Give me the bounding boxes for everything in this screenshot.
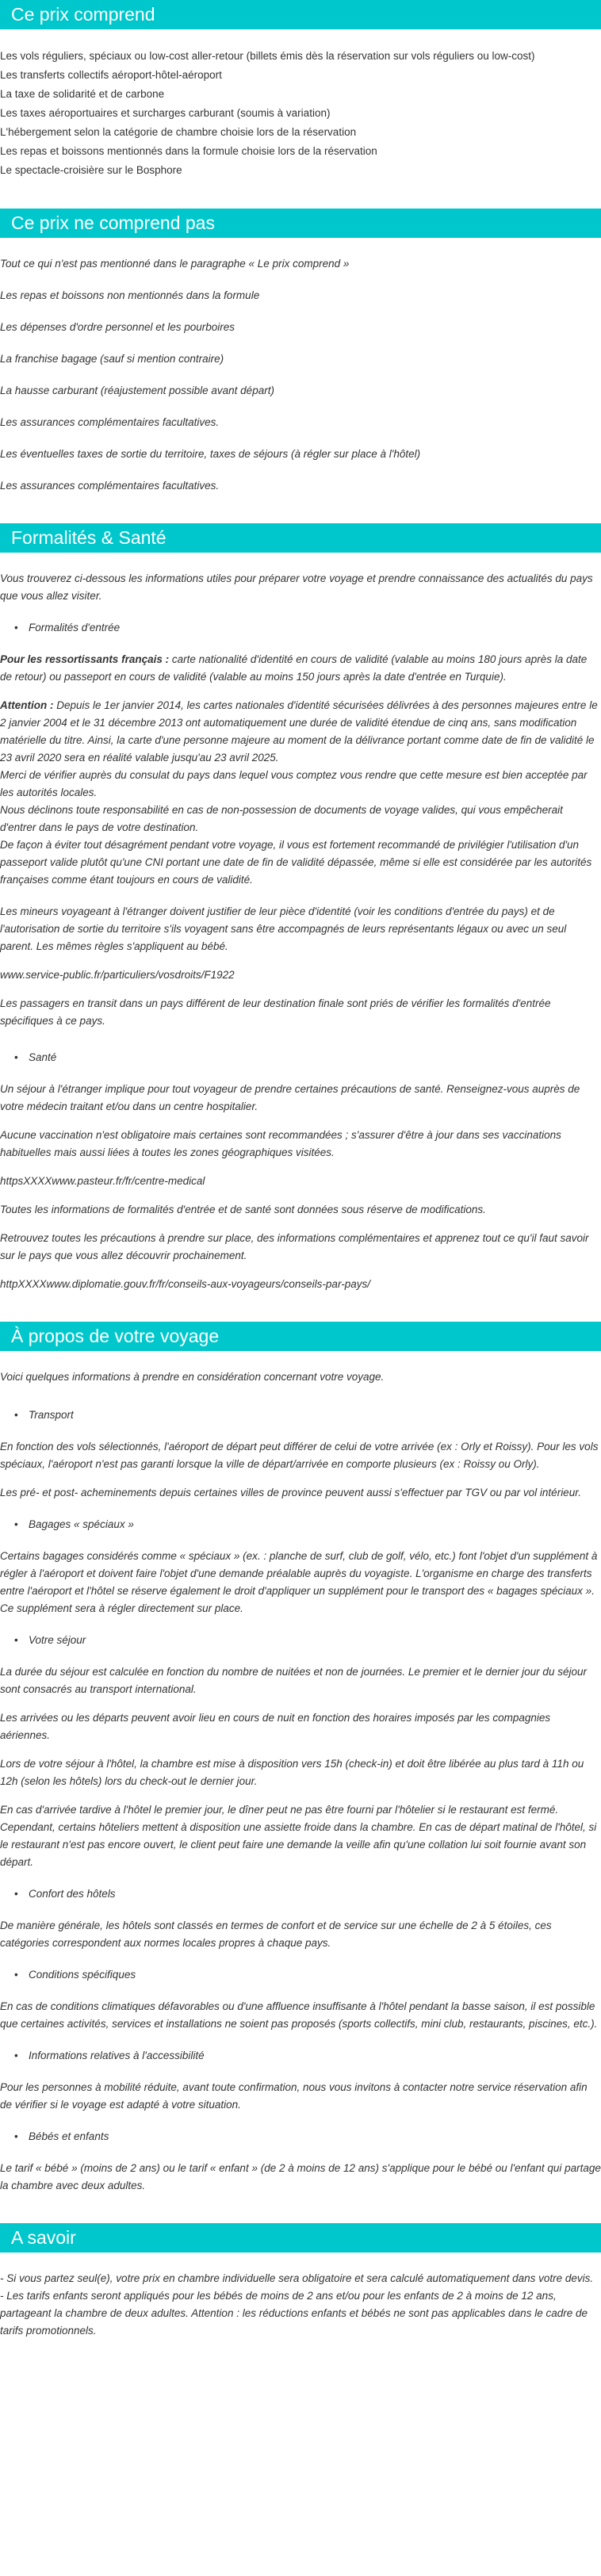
bullet-label: • Transport <box>17 1407 601 1424</box>
list-item: La taxe de solidarité et de carbone <box>0 88 165 100</box>
section-title-prix-ne-comprend-pas: Ce prix ne comprend pas <box>0 209 601 238</box>
bullet-formalites-entree <box>17 619 601 637</box>
facon-text: De façon à éviter tout désagrément pendant votre voyage, il vous est fortement recommandé de privilégier l'utilisation d'un passeport valide plutôt qu'une CNI portant une date de fin de validité dépassée, même si elle est considérée par les autorités françaises comme étant toujours en cours de validité. <box>0 839 592 886</box>
list-item: Les taxes aéroportuaires et surcharges carburant (soumis à variation) <box>0 107 331 119</box>
bebes-text: Le tarif « bébé » (moins de 2 ans) ou le tarif « enfant » (de 2 à moins de 12 ans) s'applique pour le bébé ou l'enfant qui partage la chambre avec deux adultes. <box>0 2162 601 2191</box>
sejour-sante-text: Un séjour à l'étranger implique pour tout voyageur de prendre certaines précautions de santé. Renseignez-vous auprès de votre médecin traitant et/ou dans un centre hospitalier. <box>0 1083 580 1112</box>
section-title-formalites-sante: Formalités & Santé <box>0 523 601 553</box>
bullet-label: • Informations relatives à l'accessibilité <box>17 2047 601 2065</box>
list-item: Les assurances complémentaires facultatives. <box>0 416 220 428</box>
bullet-sante <box>17 1049 601 1066</box>
bullet-label: • Formalités d'entrée <box>17 619 601 637</box>
bullet-confort <box>17 1885 601 1903</box>
accessibilite-text: Pour les personnes à mobilité réduite, avant toute confirmation, nous vous invitons à contacter notre service réservation afin de vérifier si le voyage est adapté à votre situation. <box>0 2081 588 2111</box>
link-vosdroits[interactable] <box>0 966 601 984</box>
list-item: Les transferts collectifs aéroport-hôtel-aéroport <box>0 69 222 81</box>
section-a-propos <box>0 1322 601 2195</box>
section-title-prix-comprend: Ce prix comprend <box>0 0 601 29</box>
ressortissants-paragraph <box>0 651 601 686</box>
ressortissants-text: carte nationalité d'identité en cours de validité (valable au moins 180 jours après la date de retour) ou passeport en cours de validité (valable au moins 150 jours après la date d'entrée en Turquie). <box>0 653 588 683</box>
intro-text: Vous trouverez ci-dessous les informations utiles pour préparer votre voyage et prendre connaissance des actualités du pays que vous allez visiter. <box>0 572 593 602</box>
list-item: Les repas et boissons non mentionnés dans la formule <box>0 289 260 301</box>
bullet-label: • Bébés et enfants <box>17 2128 601 2145</box>
bullet-label: • Confort des hôtels <box>17 1885 601 1903</box>
bullet-accessibilite <box>17 2047 601 2065</box>
ressortissants-label: Pour les ressortissants français : <box>0 653 170 665</box>
list-item: Les assurances complémentaires facultatives. <box>0 480 220 492</box>
attention-label: Attention : <box>0 699 54 711</box>
list-item: Tout ce qui n'est pas mentionné dans le paragraphe « Le prix comprend » <box>0 258 350 270</box>
list-item: La hausse carburant (réajustement possible avant départ) <box>0 385 274 396</box>
declinons-text: Nous déclinons toute responsabilité en cas de non-possession de documents de voyage valides, qui vous empêcherait d'entrer dans le pays de votre destination. <box>0 804 563 833</box>
transit-text: Les passagers en transit dans un pays différent de leur destination finale sont priés de vérifier les formalités d'entrée spécifiques à ce pays. <box>0 997 551 1027</box>
attention-text: Depuis le 1er janvier 2014, les cartes nationales d'identité sécurisées délivrées à des personnes majeures entre le 2 janvier 2004 et le 31 décembre 2013 ont automatiquement une durée de validité étendue de cinq ans, sans modification matérielle du titre. Ainsi, la carte d'une personne majeure au moment de la délivrance portant comme date de fin de validité le 23 avril 2020 sera en réalité valable jusqu'au 23 avril 2025. <box>0 699 598 764</box>
sejour-text-4: En cas d'arrivée tardive à l'hôtel le premier jour, le dîner peut ne pas être fourni par l'hôtelier si le restaurant est fermé. Cependant, certains hôteliers mettent à disposition une assiette froide dans la chambre. En cas de départ matinal de l'hôtel, si le restaurant n'est pas encore ouvert, le client peut faire une demande la veille afin qu'une collation lui soit fournie avant son départ. <box>0 1804 597 1868</box>
bullet-bebes <box>17 2128 601 2145</box>
list-item: L'hébergement selon la catégorie de chambre choisie lors de la réservation <box>0 126 357 138</box>
a-savoir-line-1: - Si vous partez seul(e), votre prix en chambre individuelle sera obligatoire et sera calculé automatiquement dans votre devis. <box>0 2272 594 2284</box>
reserve-text: Toutes les informations de formalités d'entrée et de santé sont données sous réserve de modifications. <box>0 1204 486 1215</box>
section-title-a-savoir: A savoir <box>0 2223 601 2253</box>
link-diplomatie[interactable] <box>0 1276 601 1293</box>
link-vosdroits-text[interactable]: www.service-public.fr/particuliers/vosdroits/F1922 <box>0 969 235 981</box>
transport-text-2: Les pré- et post- acheminements depuis certaines villes de province peuvent aussi s'effectuer par TGV ou par vol intérieur. <box>0 1487 581 1499</box>
bullet-sejour <box>17 1632 601 1649</box>
link-pasteur-text[interactable]: httpsXXXXwww.pasteur.fr/fr/centre-medical <box>0 1175 205 1187</box>
list-item: Les vols réguliers, spéciaux ou low-cost aller-retour (billets émis dès la réservation sur vols réguliers ou low-cost) <box>0 50 535 62</box>
retrouvez-text: Retrouvez toutes les précautions à prendre sur place, des informations complémentaires et apprenez tout ce qu'il faut savoir sur le pays que vous allez découvrir prochainement. <box>0 1232 589 1261</box>
bullet-bagages <box>17 1516 601 1533</box>
bullet-transport <box>17 1407 601 1424</box>
link-pasteur[interactable] <box>0 1173 601 1190</box>
section-formalites-sante <box>0 523 601 1293</box>
bullet-label: • Bagages « spéciaux » <box>17 1516 601 1533</box>
a-savoir-line-2: - Les tarifs enfants seront appliqués pour les bébés de moins de 2 ans et/ou pour les enfants de 2 à moins de 12 ans, partageant la chambre de deux adultes. Attention : les réductions enfants et bébés ne sont pas applicables dans le cadre de tarifs promotionnels. <box>0 2290 588 2337</box>
bullet-label: • Santé <box>17 1049 601 1066</box>
bullet-label: • Votre séjour <box>17 1632 601 1649</box>
section-a-savoir <box>0 2223 601 2340</box>
mineurs-text: Les mineurs voyageant à l'étranger doivent justifier de leur pièce d'identité (voir les conditions d'entrée du pays) et de l'autorisation de sortie du territoire s'ils voyagent sans être accompagnés de leurs représentants légaux ou avec un seul parent. Les mêmes règles s'appliquent au bébé. <box>0 905 567 952</box>
bagages-text: Certains bagages considérés comme « spéciaux » (ex. : planche de surf, club de golf, vélo, etc.) font l'objet d'un supplément à régler à l'aéroport et doivent faire l'objet d'une demande préalable auprès du voyagiste. L'organisme en charge des transferts entre l'aéroport et l'hôtel se réserve également le droit d'appliquer un supplément pour le transport des « bagages spéciaux ». Ce supplément sera à régler directement sur place. <box>0 1550 598 1614</box>
sejour-text-1: La durée du séjour est calculée en fonction du nombre de nuitées et non de journées. Le premier et le dernier jour du séjour sont consacrés au transport international. <box>0 1666 587 1695</box>
intro-text: Voici quelques informations à prendre en considération concernant votre voyage. <box>0 1371 385 1383</box>
list-item: La franchise bagage (sauf si mention contraire) <box>0 353 224 365</box>
list-item: Les éventuelles taxes de sortie du territoire, taxes de séjours (à régler sur place à l'hôtel) <box>0 448 421 460</box>
merci-text: Merci de vérifier auprès du consulat du pays dans lequel vous comptez vous rendre que cette mesure est bien acceptée par les autorités locales. <box>0 769 588 798</box>
transport-text-1: En fonction des vols sélectionnés, l'aéroport de départ peut différer de celui de votre arrivée (ex : Orly et Roissy). Pour les vols spéciaux, l'aéroport n'est pas garanti lorsque la ville de départ/arrivée en comporte plusieurs (ex : Roissy ou Orly). <box>0 1441 599 1470</box>
sejour-text-2: Les arrivées ou les départs peuvent avoir lieu en cours de nuit en fonction des horaires imposés par les compagnies aériennes. <box>0 1712 551 1741</box>
attention-paragraph <box>0 697 601 767</box>
list-item: Les repas et boissons mentionnés dans la formule choisie lors de la réservation <box>0 145 377 157</box>
section-prix-ne-comprend-pas <box>0 209 601 495</box>
list-item: Les dépenses d'ordre personnel et les pourboires <box>0 321 235 333</box>
conditions-text: En cas de conditions climatiques défavorables ou d'une affluence insuffisante à l'hôtel pendant la basse saison, il est possible que certaines activités, services et installations ne soient pas proposés (sports collectifs, mini club, restaurants, piscines, etc.). <box>0 2000 598 2030</box>
link-diplomatie-text[interactable]: httpXXXXwww.diplomatie.gouv.fr/fr/conseils-aux-voyageurs/conseils-par-pays/ <box>0 1278 370 1290</box>
confort-text: De manière générale, les hôtels sont classés en termes de confort et de service sur une échelle de 2 à 5 étoiles, ces catégories correspondent aux normes locales propres à chaque pays. <box>0 1920 552 1949</box>
bullet-conditions <box>17 1966 601 1984</box>
vaccination-text: Aucune vaccination n'est obligatoire mais certaines sont recommandées ; s'assurer d'être à jour dans ses vaccinations habituelles mais aussi liées à toutes les zones géographiques visitées. <box>0 1129 561 1158</box>
section-prix-comprend <box>0 0 601 180</box>
bullet-label: • Conditions spécifiques <box>17 1966 601 1984</box>
section-title-a-propos: À propos de votre voyage <box>0 1322 601 1351</box>
list-item: Le spectacle-croisière sur le Bosphore <box>0 164 182 176</box>
sejour-text-3: Lors de votre séjour à l'hôtel, la chambre est mise à disposition vers 15h (check-in) et doit être libérée au plus tard à 11h ou 12h (selon les hôtels) lors du check-out le dernier jour. <box>0 1758 584 1787</box>
